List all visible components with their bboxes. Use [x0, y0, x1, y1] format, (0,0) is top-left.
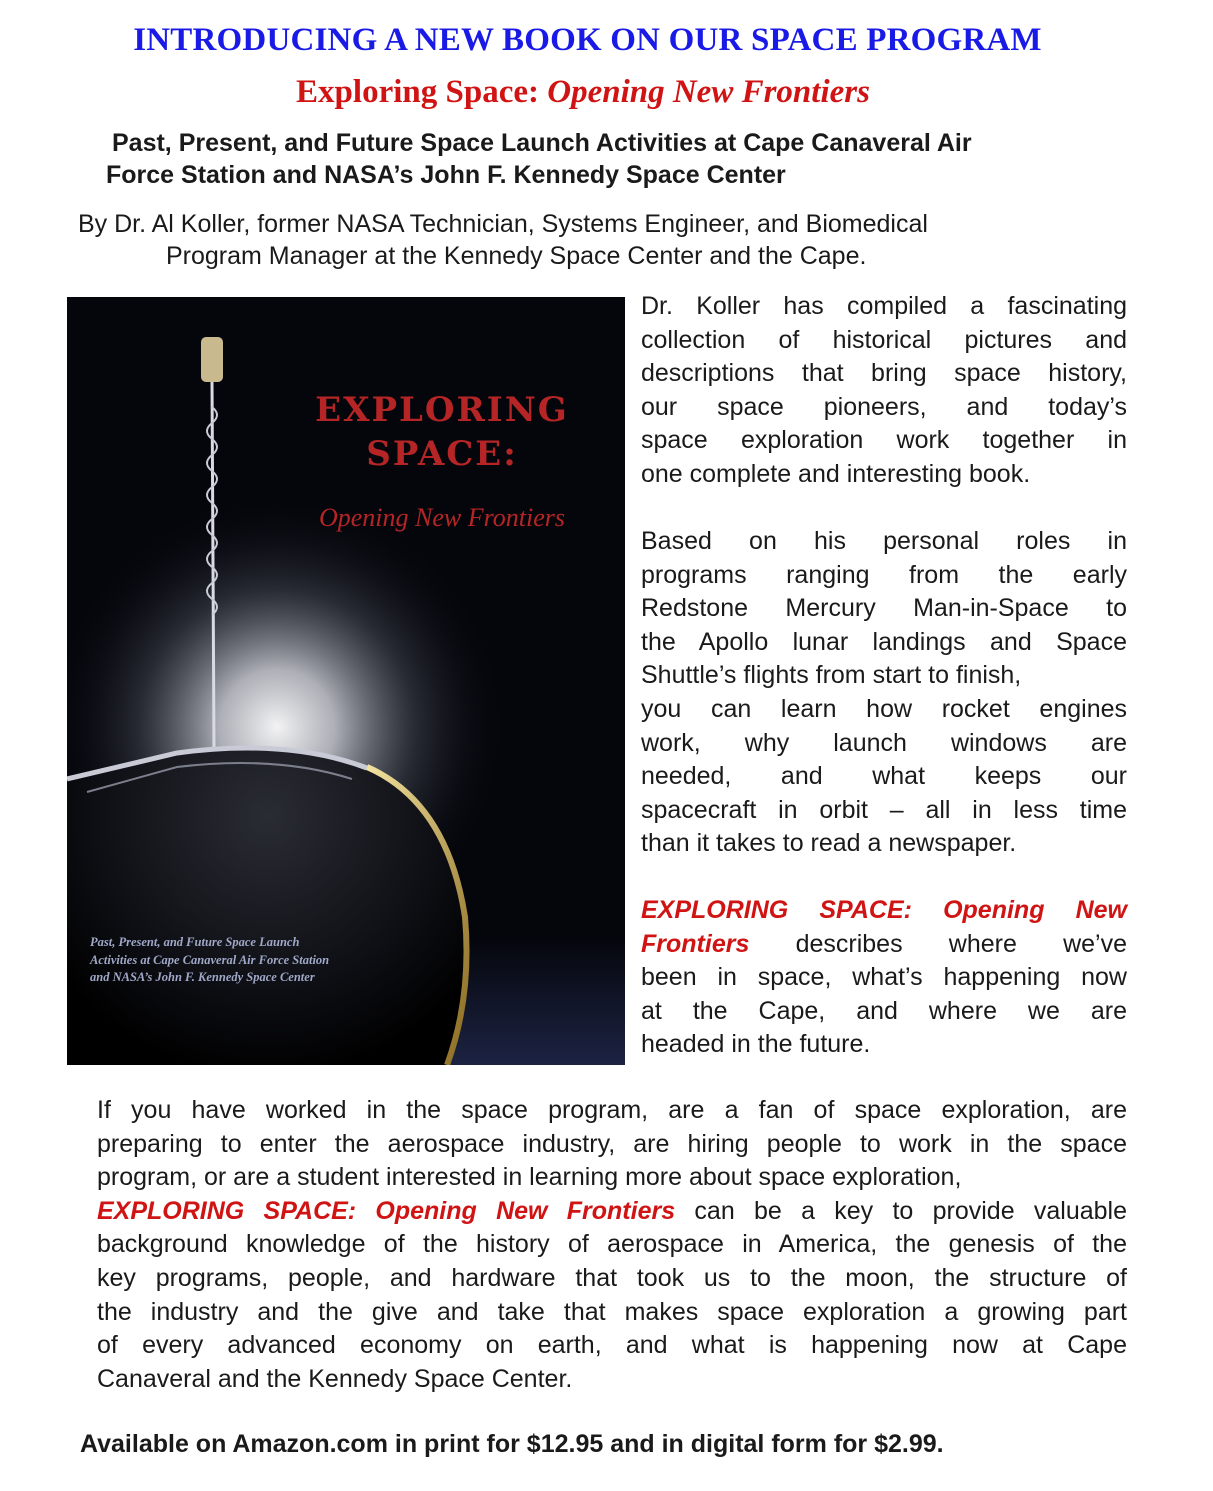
text-line: headed in the future.: [641, 1030, 871, 1059]
book-title-prefix: Exploring Space:: [296, 74, 548, 110]
byline-line-2: Program Manager at the Kennedy Space Center and the Cape.: [166, 242, 867, 270]
text-line: one complete and interesting book.: [641, 459, 1031, 488]
text-line: If you have worked in the space program, are a fan of space exploration, are: [97, 1096, 1127, 1124]
text-line: [641, 928, 1127, 962]
description-paragraph-3: [641, 894, 1127, 1062]
antenna-mast: [212, 382, 214, 747]
text-line: space exploration work together in: [641, 426, 1127, 455]
subtitle-line-1: Past, Present, and Future Space Launch Activities at Cape Canaveral Air: [112, 129, 972, 157]
book-title-italic: Opening New Frontiers: [547, 74, 870, 110]
book-name-emphasis: EXPLORING SPACE: Opening New: [641, 896, 1127, 924]
text-line: than it takes to read a newspaper.: [641, 829, 1017, 858]
antenna-tip: [201, 337, 223, 382]
subtitle-line-2: Force Station and NASA’s John F. Kennedy Space Center: [106, 161, 786, 189]
text-line: background knowledge of the history of aerospace in America, the genesis of the: [97, 1230, 1127, 1259]
text-line: collection of historical pictures and: [641, 325, 1127, 354]
book-name-emphasis: Frontiers: [641, 929, 750, 958]
description-paragraph-1: [641, 290, 1127, 492]
cover-caption-line: Past, Present, and Future Space Launch: [90, 935, 300, 949]
cover-subtitle: Opening New Frontiers: [318, 503, 566, 532]
text-line: spacecraft in orbit – all in less time: [641, 795, 1127, 824]
text-line: you can learn how rocket engines: [641, 694, 1127, 723]
description-paragraph-2: [641, 525, 1127, 861]
text-line: work, why launch windows are: [641, 728, 1127, 757]
text-line: key programs, people, and hardware that took us to the moon, the structure of: [97, 1263, 1127, 1292]
text-line: the industry and the give and take that makes space exploration a growing part: [97, 1297, 1127, 1326]
text-line: Based on his personal roles in: [641, 527, 1127, 555]
text-line: been in space, what’s happening now: [641, 963, 1127, 992]
text-line: at the Cape, and where we are: [641, 996, 1127, 1025]
text-line: preparing to enter the aerospace industry, are hiring people to work in the space: [97, 1129, 1127, 1158]
text-line: Shuttle’s flights from start to finish,: [641, 661, 1022, 690]
cover-title-line-1: EXPLORING: [315, 390, 569, 430]
cover-caption-line: and NASA’s John F. Kennedy Space Center: [90, 970, 315, 984]
text-line: programs ranging from the early: [641, 560, 1127, 589]
text-line: descriptions that bring space history,: [641, 359, 1127, 388]
availability-notice: Available on Amazon.com in print for $12.95 and in digital form for $2.99.: [80, 1430, 944, 1458]
text-line: our space pioneers, and today’s: [641, 392, 1127, 421]
cover-caption-line: Activities at Cape Canaveral Air Force Station: [90, 953, 330, 967]
book-cover-image: [67, 297, 625, 1065]
text-fragment: can be a key to provide valuable: [675, 1196, 1128, 1225]
text-line: needed, and what keeps our: [641, 762, 1127, 791]
text-line: of every advanced economy on earth, and what is happening now at Cape: [97, 1331, 1127, 1360]
headline: INTRODUCING A NEW BOOK ON OUR SPACE PROGRAM: [133, 22, 1042, 58]
book-name-emphasis: EXPLORING SPACE: Opening New Frontiers: [97, 1196, 676, 1225]
byline-line-1: By Dr. Al Koller, former NASA Technician, Systems Engineer, and Biomedical: [78, 210, 928, 238]
text-line: [97, 1195, 1127, 1229]
text-line: Redstone Mercury Man-in-Space to: [641, 594, 1127, 623]
cover-title-line-2: SPACE:: [366, 434, 518, 474]
text-fragment: describes where we’ve: [749, 929, 1127, 958]
book-title: [0, 74, 1166, 111]
text-line: Canaveral and the Kennedy Space Center.: [97, 1364, 573, 1393]
text-line: program, or are a student interested in learning more about space exploration,: [97, 1163, 962, 1192]
text-line: the Apollo lunar landings and Space: [641, 627, 1127, 656]
text-line: Dr. Koller has compiled a fascinating: [641, 292, 1127, 320]
audience-paragraph: [97, 1094, 1127, 1396]
